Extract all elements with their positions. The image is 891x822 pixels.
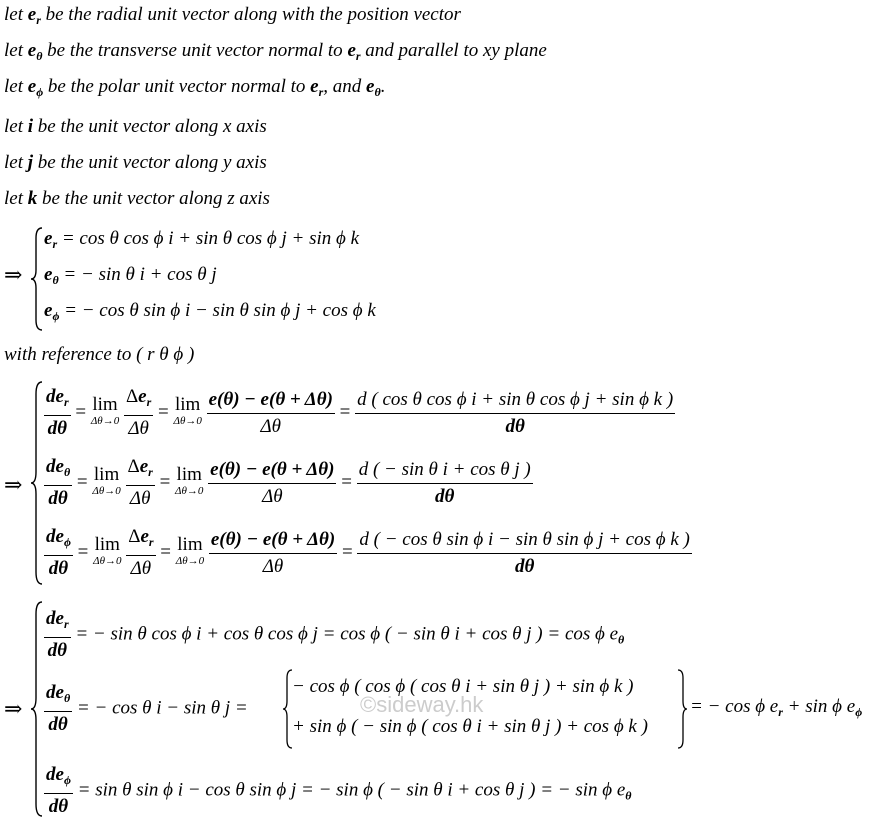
- er-equation: $e_r = \cos \theta$ cos ϕ i + sin θ cos ϕ j + sin ϕ k: [44, 228, 360, 251]
- result-detheta-final: = − cos ϕ $e_r + \sin \phi$ $e_\phi$: [690, 696, 863, 719]
- definition-line: let k be the unit vector along z axis: [4, 188, 270, 209]
- result-detheta-part2: + sin ϕ ( − sin ϕ ( cos θ i + sin θ j ) + cos ϕ k ): [292, 716, 648, 737]
- definition-line: let $e_\theta$ be the transverse unit vector normal to $e_r$ and parallel to xy plane: [4, 40, 547, 63]
- left-brace: [30, 600, 44, 818]
- implies-arrow: ⇒: [4, 262, 23, 287]
- reference-line: with reference to ( r θ ϕ ): [4, 344, 195, 365]
- limit-row-ephi: $\frac{de_\phi}{d\theta}$ = lim Δθ→0 $\frac{\Delta e_r}{\Delta\theta}$ = lim Δθ→0 $\frac{e(\theta) - e(\theta + \Delta\theta)}{\Delta\theta}$ = $\frac{\text{d ( − cos θ sin ϕ i − sin θ sin ϕ j + cos ϕ k )}}{d\theta}$: [46, 526, 690, 579]
- inner-right-brace: [676, 668, 688, 750]
- left-brace: [30, 380, 44, 586]
- implies-arrow: ⇒: [4, 696, 23, 721]
- definition-line: let i be the unit vector along x axis: [4, 116, 267, 137]
- limit-row-er: $\frac{de_r}{d\theta}$ = lim Δθ→0 $\frac{\Delta e_r}{\Delta\theta}$ = lim Δθ→0 $\frac{e(\theta) - e(\theta + \Delta\theta)}{\Delta\theta}$ = $\frac{\text{d ( cos θ cos ϕ i + sin θ cos ϕ j + sin ϕ k )}}{d\theta}$: [46, 386, 674, 439]
- result-der: $\frac{de_r}{d\theta}$ = − sin θ cos ϕ i + cos θ cos ϕ j = cos ϕ ( − sin θ i + cos θ j ) = cos ϕ $e_\theta$: [46, 608, 625, 661]
- limit-row-etheta: $\frac{de_\theta}{d\theta}$ = lim Δθ→0 $\frac{\Delta e_r}{\Delta\theta}$ = lim Δθ→0 $\frac{e(\theta) - e(\theta + \Delta\theta)}{\Delta\theta}$ = $\frac{\text{d ( − sin θ i + cos θ j )}}{d\theta}$: [46, 456, 531, 509]
- ephi-equation: $e_\phi$ = − cos θ sin ϕ i − sin θ sin ϕ j + cos ϕ k: [44, 300, 376, 323]
- implies-arrow: ⇒: [4, 472, 23, 497]
- result-dephi: $\frac{de_\phi}{d\theta}$ = sin θ sin ϕ i − cos θ sin ϕ j = − sin ϕ ( − sin θ i + cos θ j ) = − sin ϕ $e_\theta$: [46, 764, 632, 817]
- definition-line: let $e_\phi$ be the polar unit vector normal to $e_r$, and $e_\theta$.: [4, 76, 386, 99]
- left-brace: [30, 226, 44, 332]
- definition-line: let $e_r$ be the radial unit vector along with the position vector: [4, 4, 461, 27]
- watermark: ©sideway.hk: [360, 692, 484, 717]
- definition-line: let j be the unit vector along y axis: [4, 152, 267, 173]
- result-detheta: $\frac{de_\theta}{d\theta}$ = − cos θ i − sin θ j =: [46, 682, 248, 735]
- etheta-equation: $e_\theta$ = − sin θ i + cos θ j: [44, 264, 217, 287]
- result-detheta-part1: − cos ϕ ( cos ϕ ( cos θ i + sin θ j ) + sin ϕ k ): [292, 676, 634, 697]
